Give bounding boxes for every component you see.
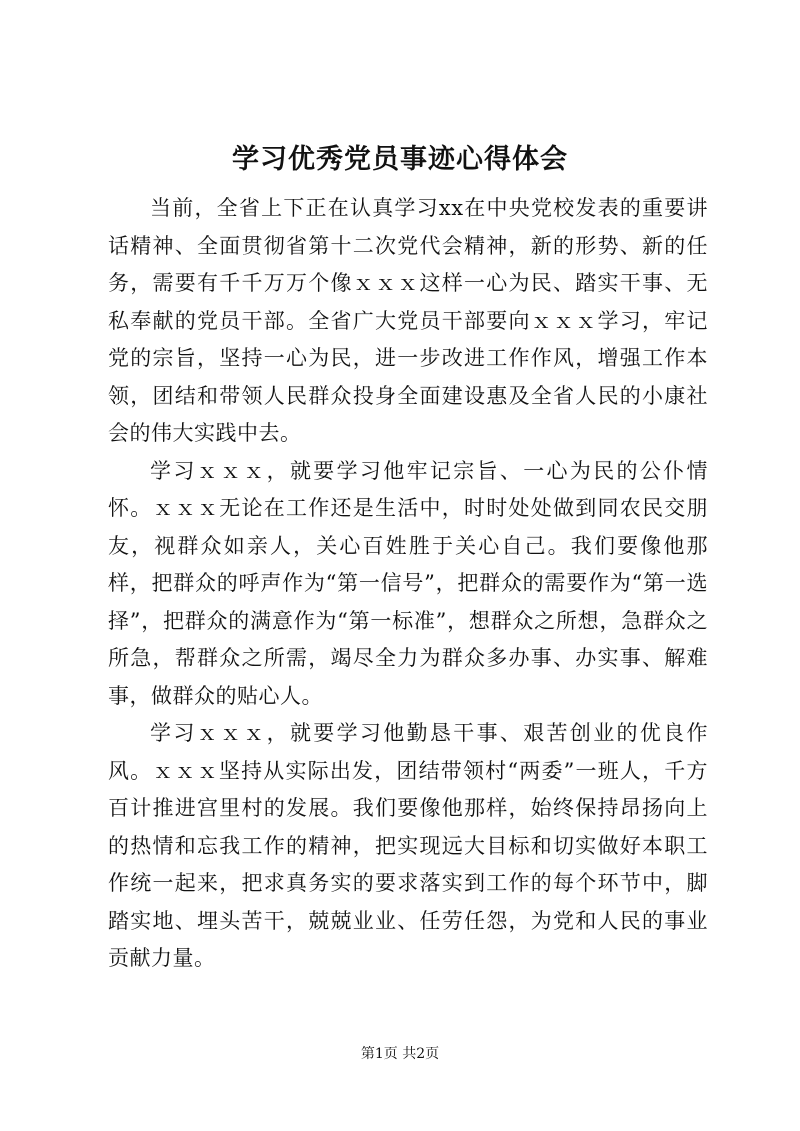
paragraph-2: 学习ｘｘｘ，就要学习他牢记宗旨、一心为民的公仆情怀。ｘｘｘ无论在工作还是生活中，时时处处做到同农民交朋友，视群众如亲人，关心百姓胜于关心自己。我们要像他那样，把群众的呼声作为“第一信号”，把群众的需要作为“第一选择”，把群众的满意作为“第一标准”，想群众之所想，急群众之所急，帮群众之所需，竭尽全力为群众多办事、办实事、解难事，做群众的贴心人。 <box>108 458 708 708</box>
page-number-footer: 第1页 共2页 <box>360 1046 440 1062</box>
document-body <box>108 190 708 978</box>
paragraph-1: 当前，全省上下正在认真学习xx在中央党校发表的重要讲话精神、全面贯彻省第十二次党代会精神，新的形势、新的任务，需要有千千万万个像ｘｘｘ这样一心为民、踏实干事、无私奉献的党员干部。全省广大党员干部要向ｘｘｘ学习，牢记党的宗旨，坚持一心为民，进一步改进工作作风，增强工作本领，团结和带领人民群众投身全面建设惠及全省人民的小康社会的伟大实践中去。 <box>108 196 708 445</box>
document-title: 学习优秀党员事迹心得体会 <box>232 144 568 175</box>
paragraph-3: 学习ｘｘｘ，就要学习他勤恳干事、艰苦创业的优良作风。ｘｘｘ坚持从实际出发，团结带领村“两委”一班人，千方百计推进宫里村的发展。我们要像他那样，始终保持昂扬向上的热情和忘我工作的精神，把实现远大目标和切实做好本职工作统一起来，把求真务实的要求落实到工作的每个环节中，脚踏实地、埋头苦干，兢兢业业、任劳任怨，为党和人民的事业贡献力量。 <box>108 721 708 970</box>
